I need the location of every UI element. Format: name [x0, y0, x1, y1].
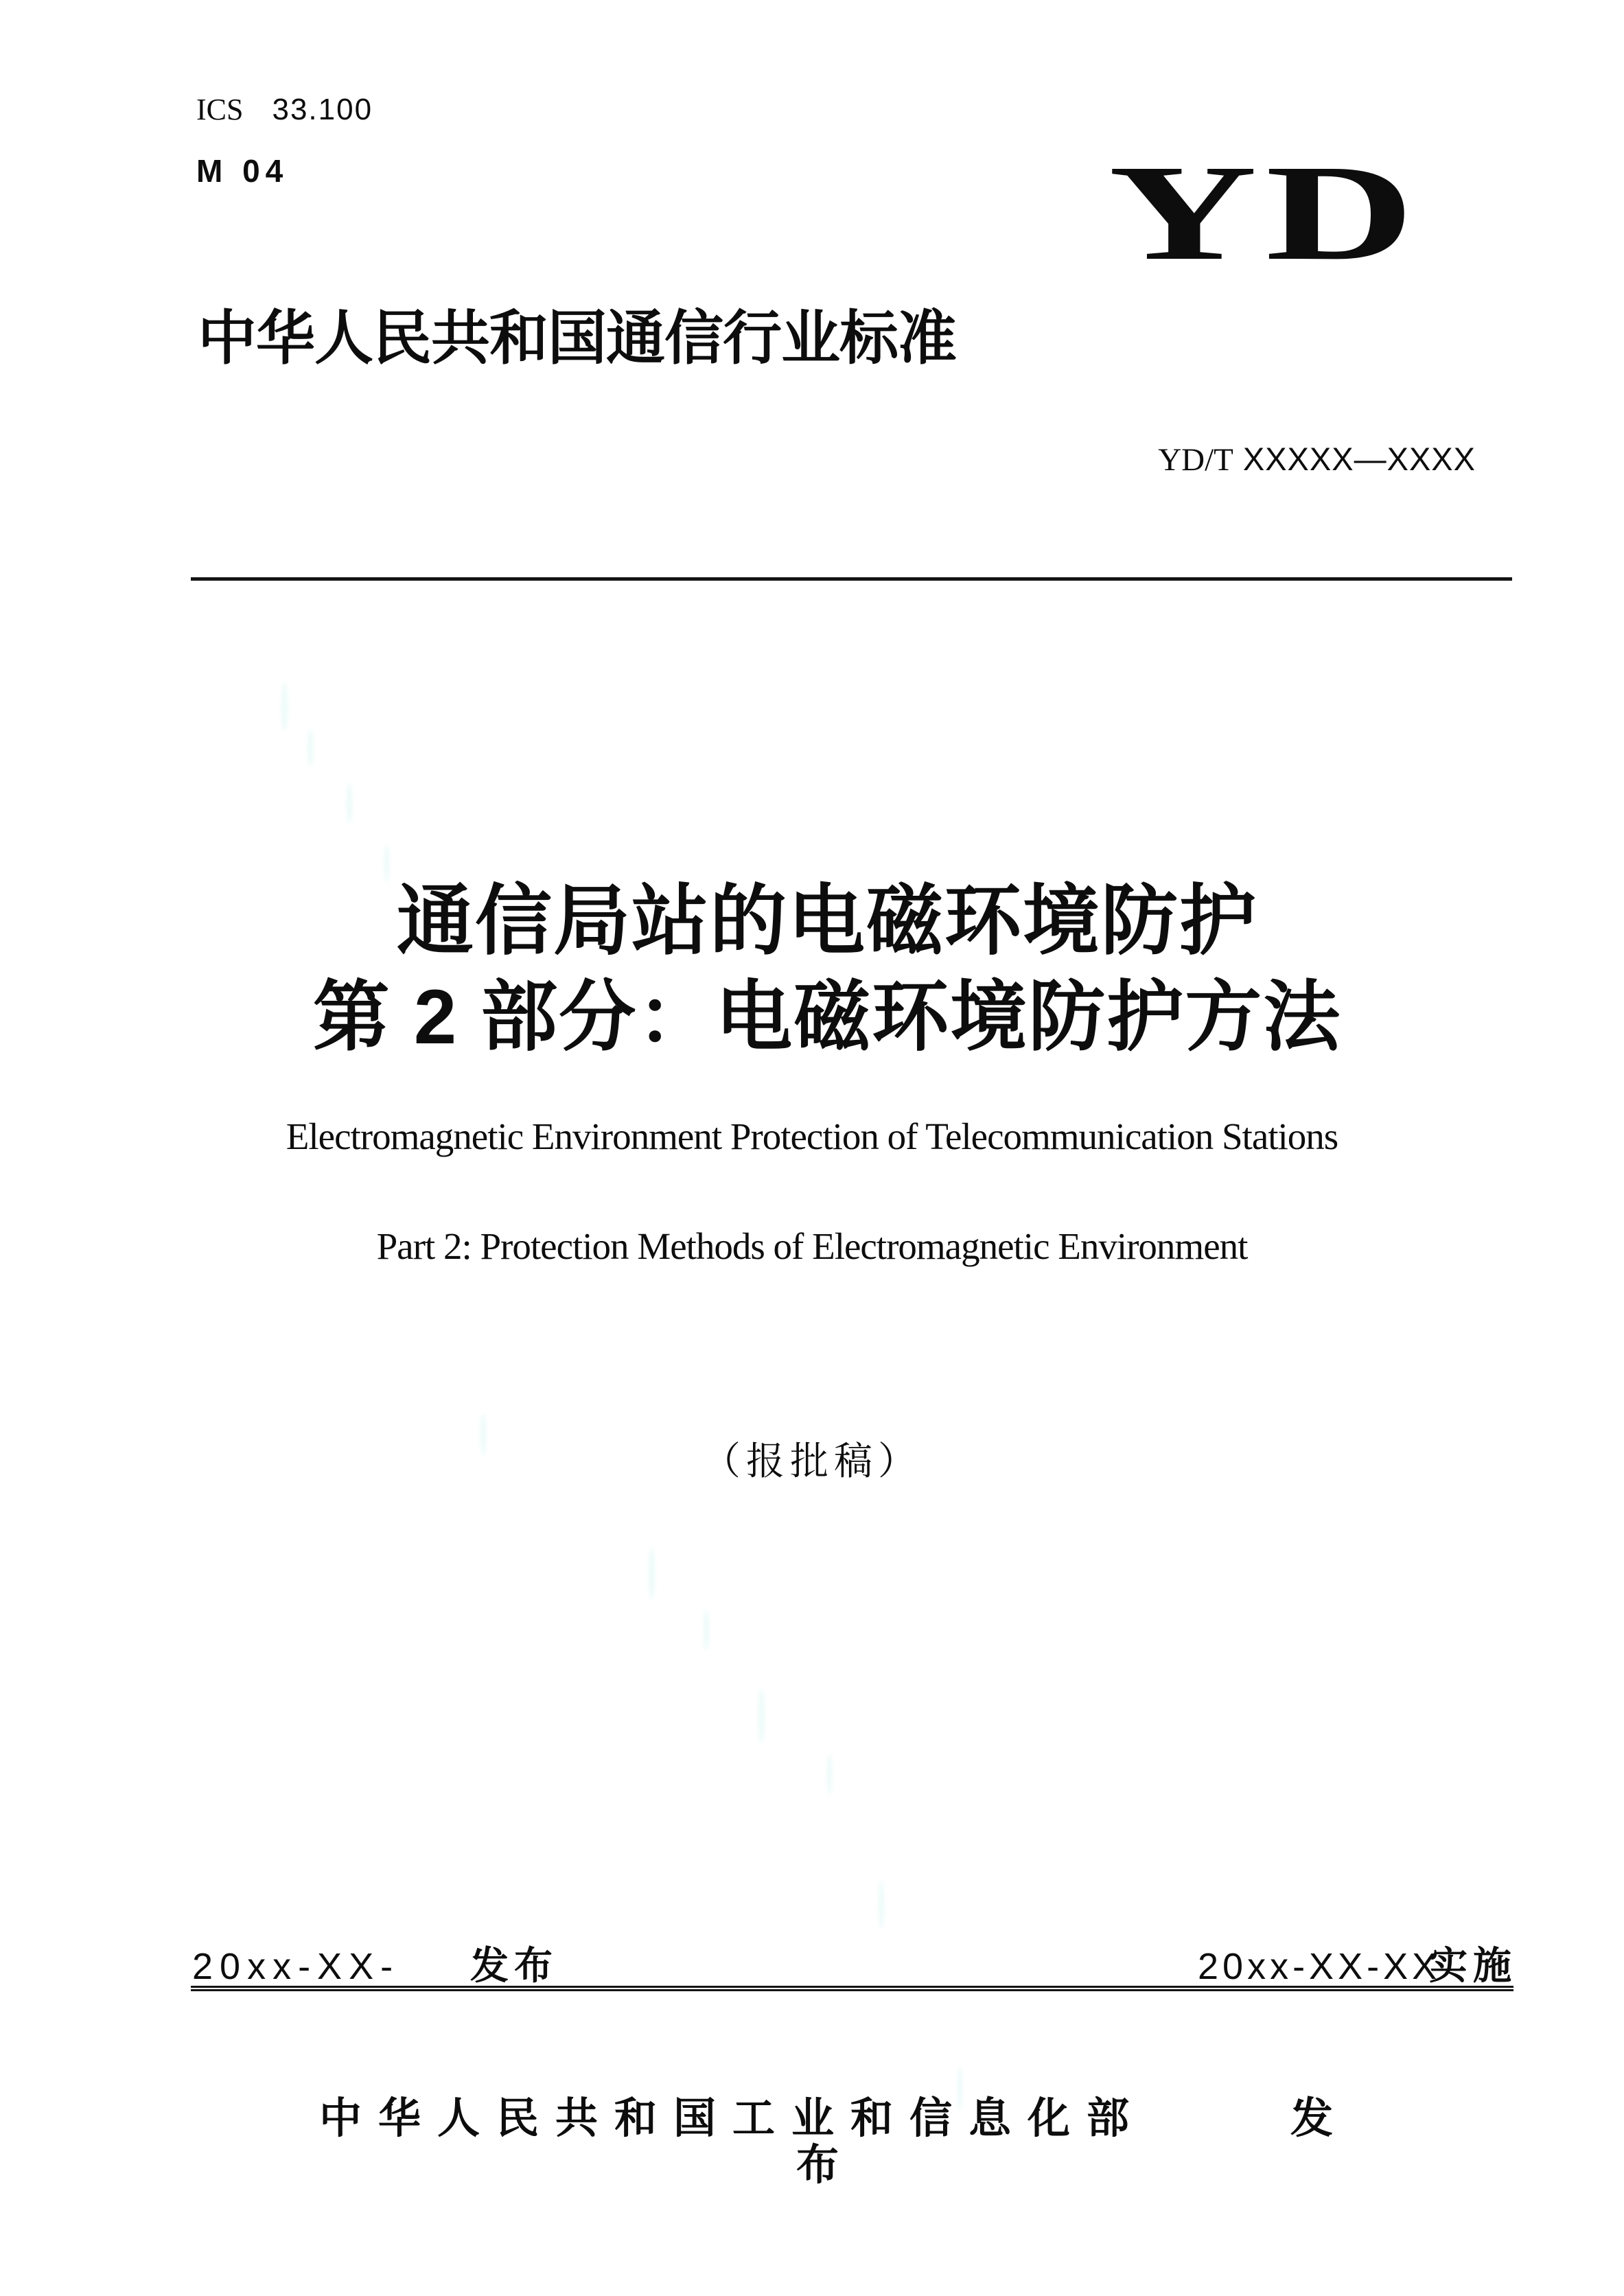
standard-number	[1158, 443, 1476, 476]
standard-type-title: 中华人民共和国通信行业标准	[198, 305, 956, 371]
ics-label: ICS	[196, 93, 244, 126]
publish-label-part2: 布	[796, 2142, 839, 2189]
main-title-zh	[15, 873, 1624, 1065]
implementation-label: 实施	[1429, 1944, 1517, 1987]
header-rule	[191, 577, 1512, 581]
footer-rule	[191, 1986, 1513, 1991]
implementation-date: 20xx-XX-XX	[1198, 1946, 1441, 1987]
scan-artifact	[827, 1754, 832, 1795]
standard-number-prefix: YD/T	[1158, 442, 1233, 478]
scan-artifact	[758, 1689, 765, 1743]
scan-artifact	[384, 844, 389, 882]
yd-logo: YD	[1109, 137, 1423, 289]
publish-label-part1: 发	[1290, 2095, 1334, 2142]
issue-date: 20xx-XX-	[192, 1946, 400, 1987]
doc-class-code: M 04	[196, 153, 289, 189]
publisher-name: 中华人民共和国工业和信息化部	[319, 2095, 1146, 2142]
scan-artifact	[308, 729, 313, 767]
scan-artifact	[704, 1610, 709, 1651]
ics-value: 33.100	[272, 93, 373, 126]
scan-artifact	[879, 1881, 884, 1929]
main-title-zh-line1: 通信局站的电磁环境防护	[397, 878, 1257, 964]
main-title-en-line2: Part 2: Protection Methods of Electromagnetic Environment	[376, 1225, 1248, 1267]
scan-artifact	[281, 683, 288, 731]
draft-note: （报批稿）	[702, 1441, 922, 1483]
ics-block	[196, 95, 373, 125]
standard-number-value: XXXXX—XXXX	[1242, 441, 1476, 477]
main-title-zh-line2: 第 2 部分：电磁环境防护方法	[312, 974, 1342, 1060]
scan-artifact	[347, 782, 352, 824]
scan-artifact	[958, 2066, 962, 2111]
scan-artifact	[649, 1548, 655, 1599]
issue-label: 发布	[470, 1944, 558, 1987]
main-title-en-line1: Electromagnetic Environment Protection of Telecommunication Stations	[286, 1115, 1338, 1157]
scan-artifact	[480, 1414, 486, 1455]
